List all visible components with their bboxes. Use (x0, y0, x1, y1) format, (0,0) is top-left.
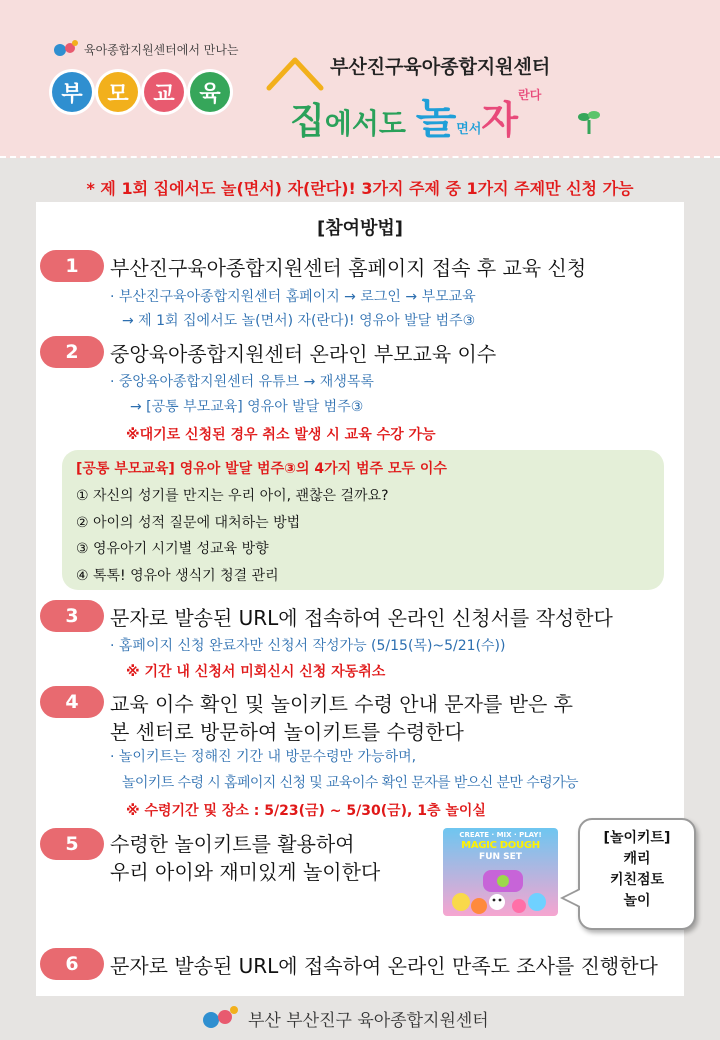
step-warning: ※대기로 신청된 경우 취소 발생 시 교육 수강 가능 (126, 427, 436, 443)
title-part: 란다 (518, 88, 542, 102)
step-text: 우리 아이와 재미있게 놀이한다 (110, 860, 381, 884)
program-title (290, 86, 541, 146)
notice-text: * 제 1회 집에서도 놀(면서) 자(란다)! 3가지 주제 중 1가지 주제만 신청 가능 (86, 179, 634, 198)
title-part: 면서 (456, 122, 482, 137)
step-number: 5 (40, 828, 104, 860)
step-text: 문자로 발송된 URL에 접속하여 온라인 만족도 조사를 진행한다 (110, 954, 658, 978)
sprout-icon (578, 108, 600, 134)
step-number: 4 (40, 686, 104, 718)
section-title: [참여방법] (316, 218, 403, 239)
step-text: 중앙육아종합지원센터 온라인 부모교육 이수 (110, 342, 497, 366)
step-number: 6 (40, 948, 104, 980)
center-logo-icon (200, 1004, 240, 1032)
step-number: 3 (40, 600, 104, 632)
step-number: 1 (40, 250, 104, 282)
title-part: 자 (481, 98, 519, 142)
kit-image-text: MAGIC DOUGH (461, 840, 540, 851)
step-warning: ※ 수령기간 및 장소 : 5/23(금) ~ 5/30(금), 1층 놀이실 (126, 803, 486, 819)
callout-line: 놀이 (623, 893, 651, 909)
title-part: 집 (290, 101, 325, 142)
footer (200, 1004, 489, 1032)
category-item: ③ 영유아기 시기별 성교육 방향 (76, 541, 269, 557)
step-detail: → 제 1회 집에서도 놀(면서) 자(란다)! 영유아 발달 범주③ (122, 313, 476, 329)
parent-education-logo (52, 38, 239, 112)
bubble-gyo: 교 (144, 72, 184, 112)
step-text: 수령한 놀이키트를 활용하여 (110, 832, 355, 856)
step-text: 부산진구육아종합지원센터 홈페이지 접속 후 교육 신청 (110, 256, 587, 280)
callout-pointer-inner (564, 890, 580, 906)
step-detail: · 부산진구육아종합지원센터 홈페이지 → 로그인 → 부모교육 (110, 289, 476, 305)
play-kit-image (443, 828, 558, 916)
header-divider (0, 156, 720, 159)
step-detail: · 놀이키트는 정해진 기간 내 방문수령만 가능하며, (110, 749, 417, 765)
category-title: [공통 부모교육] 영유아 발달 범주③의 4가지 범주 모두 이수 (76, 461, 447, 477)
bubble-bu: 부 (52, 72, 92, 112)
step-number: 2 (40, 336, 104, 368)
step-text: 문자로 발송된 URL에 접속하여 온라인 신청서를 작성한다 (110, 606, 613, 630)
step-detail: · 홈페이지 신청 완료자만 신청서 작성가능 (5/15(목)~5/21(수)) (110, 638, 506, 654)
center-logo-icon (52, 38, 80, 60)
step-detail: · 중앙육아종합지원센터 유튜브 → 재생목록 (110, 374, 374, 390)
step-text: 본 센터로 방문하여 놀이키트를 수령한다 (110, 720, 464, 744)
step-detail: 놀이키트 수령 시 홈페이지 신청 및 교육이수 확인 문자를 받으신 분만 수령가능 (122, 775, 578, 791)
logo-subtitle: 육아종합지원센터에서 만나는 (84, 42, 239, 57)
callout-line: 키친점토 (609, 872, 665, 888)
step-detail: → [공통 부모교육] 영유아 발달 범주③ (130, 399, 364, 415)
bubble-yuk: 육 (190, 72, 230, 112)
kit-image-text: FUN SET (479, 852, 522, 862)
category-item: ④ 톡톡! 영유아 생식기 청결 관리 (76, 568, 279, 584)
callout-line: [놀이키트] (603, 830, 671, 846)
footer-text: 부산 부산진구 육아종합지원센터 (248, 1010, 489, 1031)
title-part: 에서도 (324, 107, 416, 140)
dough-toy-icon (449, 866, 554, 914)
kit-image-text: CREATE · MIX · PLAY! (459, 831, 542, 839)
bubble-mo: 모 (98, 72, 138, 112)
category-item: ② 아이의 성적 질문에 대처하는 방법 (76, 515, 301, 531)
title-part: 놀 (415, 94, 457, 143)
center-name: 부산진구육아종합지원센터 (330, 56, 551, 78)
step-warning: ※ 기간 내 신청서 미회신시 신청 자동취소 (126, 664, 386, 680)
play-kit-callout (578, 818, 696, 930)
callout-line: 캐리 (623, 851, 651, 867)
category-item: ① 자신의 성기를 만지는 우리 아이, 괜찮은 걸까요? (76, 488, 389, 504)
step-text: 교육 이수 확인 및 놀이키트 수령 안내 문자를 받은 후 (110, 692, 573, 716)
